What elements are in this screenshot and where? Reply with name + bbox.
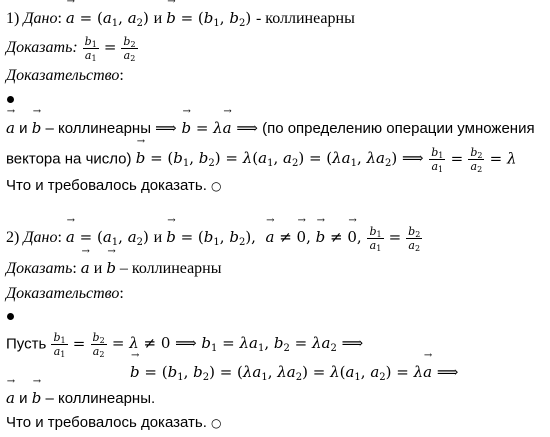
block1-prove-label: Доказать: [6, 39, 73, 57]
block2-proof-label: Доказательство: [6, 285, 120, 302]
block1-prove-line: Доказать: $\frac{b_1}{a_1}$ = $\frac{b_2}{a_2}$: [6, 35, 136, 63]
block1-conclusion-line-2: вектора на число) → $b = (b_1$, $b_2) = \lambda(a_1$, $a_2) = (\lambda a_1$, $\lambda a_2$) ⟹ $\frac{b_1}{a_1}$ = $\frac{b_2}{a_2}$ = λ: [6, 147, 516, 172]
block1-proof-label: Доказательство: [6, 67, 120, 84]
block1-bullet: [7, 96, 14, 103]
block2-prove-line: Доказать: → a и → b – коллинеарны: [6, 258, 221, 279]
block2-conclusion-line: → a и → b – коллинеарны.: [6, 388, 155, 409]
block2-number: 2): [6, 229, 20, 247]
block1-qed-text: Что и требовалось доказать.: [6, 177, 207, 194]
block1-given-formula: → $a = (a_1$, $a_2$): [66, 9, 154, 27]
block2-let-line: Пусть $\frac{b_1}{a_1}$ = $\frac{b_2}{a_2}$ = λ ≠ 0 ⟹ $b_1 = \lambda a_1$, $b_2 = \lambda a_2$ ⟹: [6, 331, 364, 359]
block2-given-line: 2) Дано: → $a = (a_1$, $a_2$) $и \to b = (b_1$, $b_2$), → a ≠ → 0, → b ≠ → 0, $\frac{b_1}{a_1}$ = $\frac{b_2}{a_2}$: [6, 226, 423, 251]
block1-prove-fraction: $\frac{b_1}{a_1}$: [84, 35, 97, 63]
block1-note: (по определению операции умножения: [262, 120, 535, 137]
block1-given-line: 1) Дано: → $a = (a_1$, $a_2$) $и \to b = (b_1$, $b_2$) - коллинеарны: [6, 8, 355, 29]
block1-proof-label-line: Доказательство:: [6, 67, 124, 84]
block2-given-label: Дано: [23, 229, 58, 247]
block2-bullet: [7, 313, 14, 320]
block2-proof-label-line: Доказательство:: [6, 285, 124, 302]
block1-given-label: Дано: [23, 10, 58, 27]
qed-circle-icon: ○: [211, 179, 222, 193]
block2-qed-text: Что и требовалось доказать.: [6, 414, 207, 431]
block1-qed-line: [6, 176, 222, 196]
block2-let-word: Пусть: [6, 335, 47, 353]
block2-qed-line: [6, 413, 222, 433]
qed-circle-icon: ○: [211, 416, 222, 430]
block2-vector-line: → $b = (b_1$, $b_2) = (\lambda a_1$, $\lambda a_2) = \lambda(a_1$, $a_2) = \lambda\to a$ ⟹: [130, 362, 458, 383]
block1-number: 1): [6, 10, 20, 27]
block1-conclusion-line-1: → a и → b – коллинеарны ⟹ → b = λ→ a ⟹ (по определению операции умножения: [6, 118, 535, 139]
block2-prove-label: Доказать: [6, 260, 73, 277]
block1-given-tail: - коллинеарны: [255, 10, 355, 27]
